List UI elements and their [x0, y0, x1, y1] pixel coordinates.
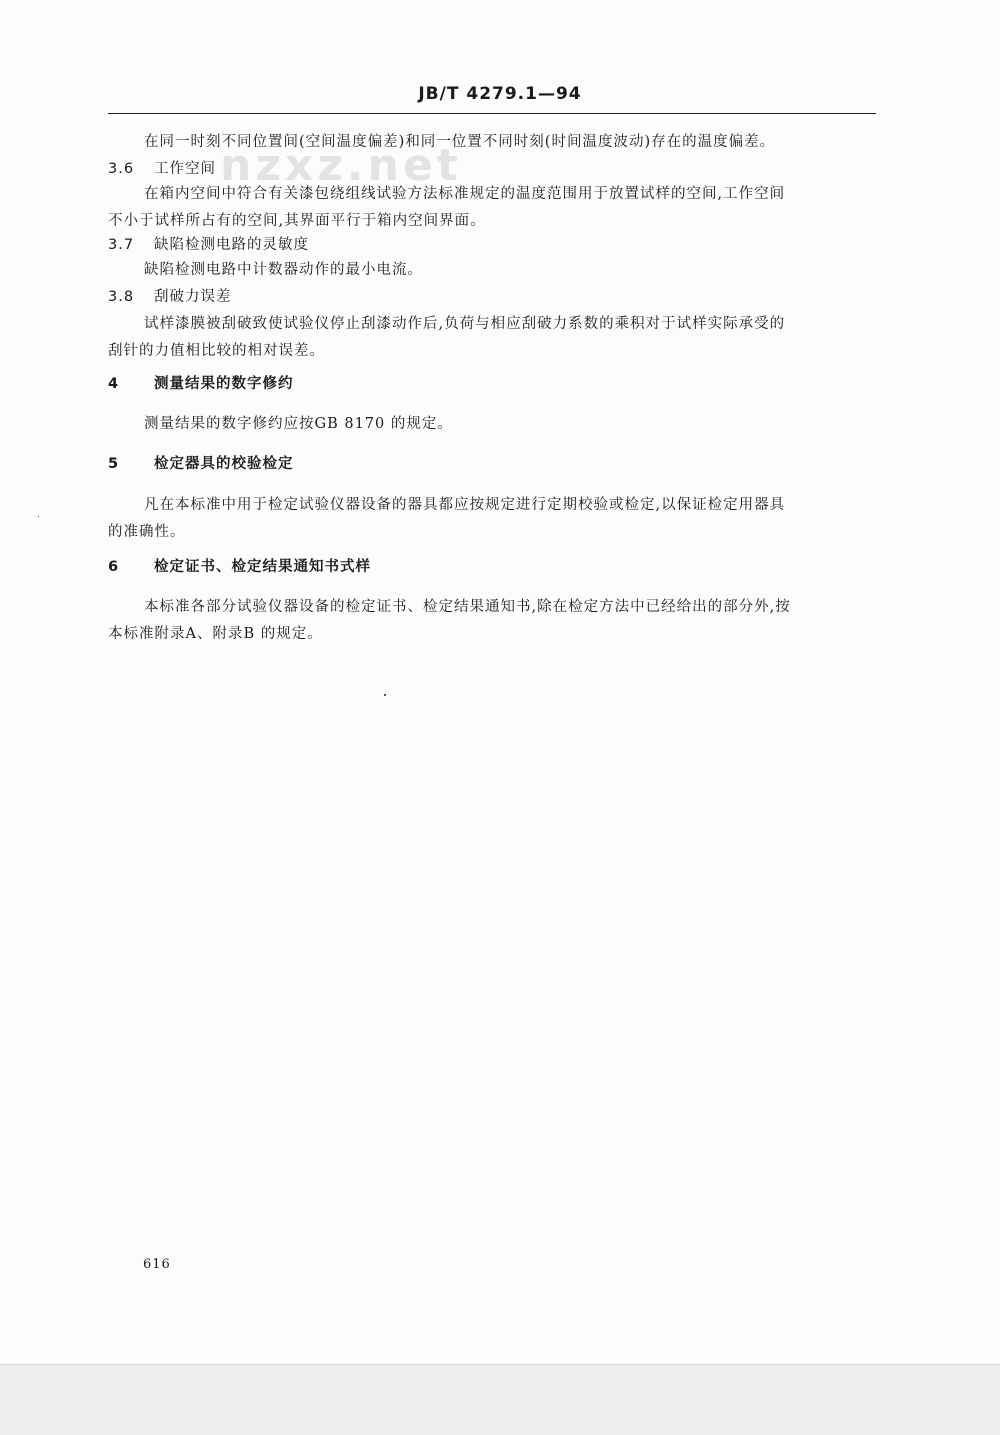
section-number: 3.7 [108, 237, 135, 253]
document-code-header: JB/T 4279.1—94 [418, 84, 582, 104]
section-heading-5 [108, 451, 294, 477]
paragraph-line: 本标准附录A、附录B 的规定。 [108, 625, 323, 642]
section-title: 检定器具的校验检定 [154, 456, 294, 472]
paragraph-3-8 [108, 311, 876, 364]
paragraph-line: 测量结果的数字修约应按GB 8170 的规定。 [144, 416, 453, 432]
paragraph-line: 在箱内空间中符合有关漆包绕组线试验方法标准规定的温度范围用于放置试样的空间,工作空间 [144, 186, 786, 202]
paragraph-line: 缺陷检测电路中计数器动作的最小电流。 [144, 262, 423, 278]
section-title: 刮破力误差 [154, 289, 232, 305]
watermark: nzxz.net [220, 140, 462, 191]
section-heading-6 [108, 554, 371, 580]
section-heading-4 [108, 371, 294, 397]
section-title: 工作空间 [154, 161, 216, 177]
paragraph-4 [108, 411, 876, 438]
section-heading-3-8 [108, 284, 232, 310]
section-heading-3-6 [108, 156, 216, 182]
paragraph-3-6 [108, 181, 876, 234]
section-number: 4 [108, 376, 120, 392]
paragraph-line: 不小于试样所占有的空间,其界面平行于箱内空间界面。 [108, 212, 486, 229]
paragraph-5 [108, 492, 876, 545]
paragraph-6 [108, 594, 876, 647]
section-title: 检定证书、检定结果通知书式样 [154, 559, 371, 575]
scan-speck [38, 516, 39, 517]
section-title: 测量结果的数字修约 [154, 376, 294, 392]
scan-speck [384, 694, 386, 696]
header-rule [108, 113, 876, 114]
paragraph-line: 的准确性。 [108, 523, 186, 540]
paragraph-line: 在同一时刻不同位置间(空间温度偏差)和同一位置不同时刻(时间温度波动)存在的温度偏差。 [144, 134, 776, 150]
section-number: 5 [108, 456, 120, 472]
paragraph-line: 本标准各部分试验仪器设备的检定证书、检定结果通知书,除在检定方法中已经给出的部分外,按 [144, 599, 791, 615]
paragraph-line: 凡在本标准中用于检定试验仪器设备的器具都应按规定进行定期校验或检定,以保证检定用器具 [144, 497, 786, 513]
section-title: 缺陷检测电路的灵敏度 [154, 237, 309, 253]
section-number: 3.8 [108, 289, 135, 305]
section-number: 3.6 [108, 161, 135, 177]
paragraph-line: 刮针的力值相比较的相对误差。 [108, 342, 325, 359]
page-number: 616 [143, 1257, 171, 1272]
paragraph-intro [108, 129, 876, 156]
paragraph-3-7 [108, 257, 876, 284]
section-heading-3-7 [108, 232, 309, 258]
paragraph-line: 试样漆膜被刮破致使试验仪停止刮漆动作后,负荷与相应刮破力系数的乘积对于试样实际承受的 [144, 316, 786, 332]
section-number: 6 [108, 559, 120, 575]
viewer-bottom-band [0, 1364, 1000, 1435]
